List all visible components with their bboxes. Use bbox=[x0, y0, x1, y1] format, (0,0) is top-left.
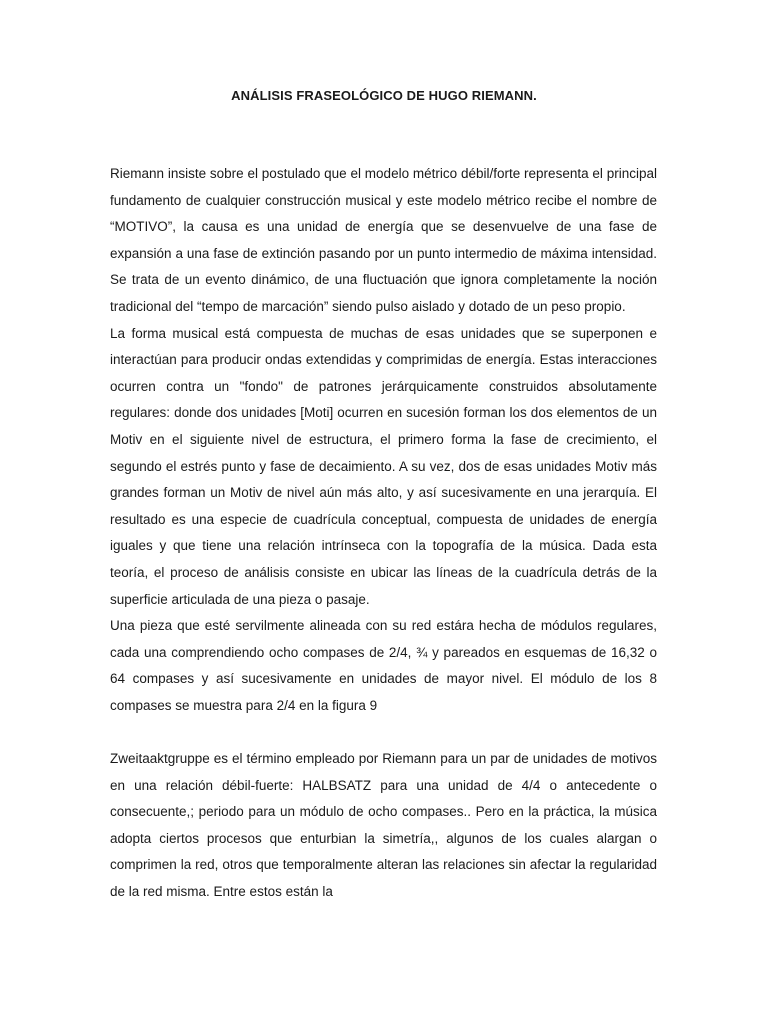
paragraph-spacer bbox=[110, 719, 657, 746]
paragraph-motivo: Riemann insiste sobre el postulado que el modelo métrico débil/forte representa el principal fundamento de cualquier construcción musical y este modelo métrico recibe el nombre de “MOTIVO”, la causa es una unidad de energía que se desenvuelve de una fase de expansión a una fase de extinción pasando por un punto intermedio de máxima intensidad. Se trata de un evento dinámico, de una fluctuación que ignora completamente la noción tradicional del “tempo de marcación” siendo pulso aislado y dotado de un peso propio. bbox=[110, 166, 657, 314]
paragraph-forma-musical: La forma musical está compuesta de muchas de esas unidades que se superponen e interactúan para producir ondas extendidas y comprimidas de energía. Estas interacciones ocurren contra un "fondo" de patrones jerárquicamente construidos absolutamente regulares: donde dos unidades [Moti] ocurren en sucesión forman los dos elementos de un Motiv en el siguiente nivel de estructura, el primero forma la fase de crecimiento, el segundo el estrés punto y fase de decaimiento. A su vez, dos de esas unidades Motiv más grandes forman un Motiv de nivel aún más alto, y así sucesivamente en una jerarquía. El resultado es una especie de cuadrícula conceptual, compuesta de unidades de energía iguales y que tiene una relación intrínseca con la topografía de la música. Dada esta teoría, el proceso de análisis consiste en ubicar las líneas de la cuadrícula detrás de la superficie articulada de una pieza o pasaje. bbox=[110, 325, 657, 607]
paragraph-pieza: Una pieza que esté servilmente alineada con su red estára hecha de módulos regulares, cada una comprendiendo ocho compases de 2/4, ¾ y pareados en esquemas de 16,32 o 64 compases y así sucesivamente en unidades de mayor nivel. El módulo de los 8 compases se muestra para 2/4 en la figura 9 bbox=[110, 618, 657, 713]
paragraph-zweitaaktgruppe: Zweitaaktgruppe es el término empleado por Riemann para un par de unidades de motivos en una relación débil-fuerte: HALBSATZ para una unidad de 4/4 o antecedente o consecuente,; periodo para un módulo de ocho compases.. Pero en la práctica, la música adopta ciertos procesos que enturbian la simetría,, algunos de los cuales alargan o comprimen la red, otros que temporalmente alteran las relaciones sin afectar la regularidad de la red misma. Entre estos están la bbox=[110, 751, 657, 900]
document-title: ANÁLISIS FRASEOLÓGICO DE HUGO RIEMANN. bbox=[231, 88, 537, 103]
document-body bbox=[110, 161, 657, 906]
